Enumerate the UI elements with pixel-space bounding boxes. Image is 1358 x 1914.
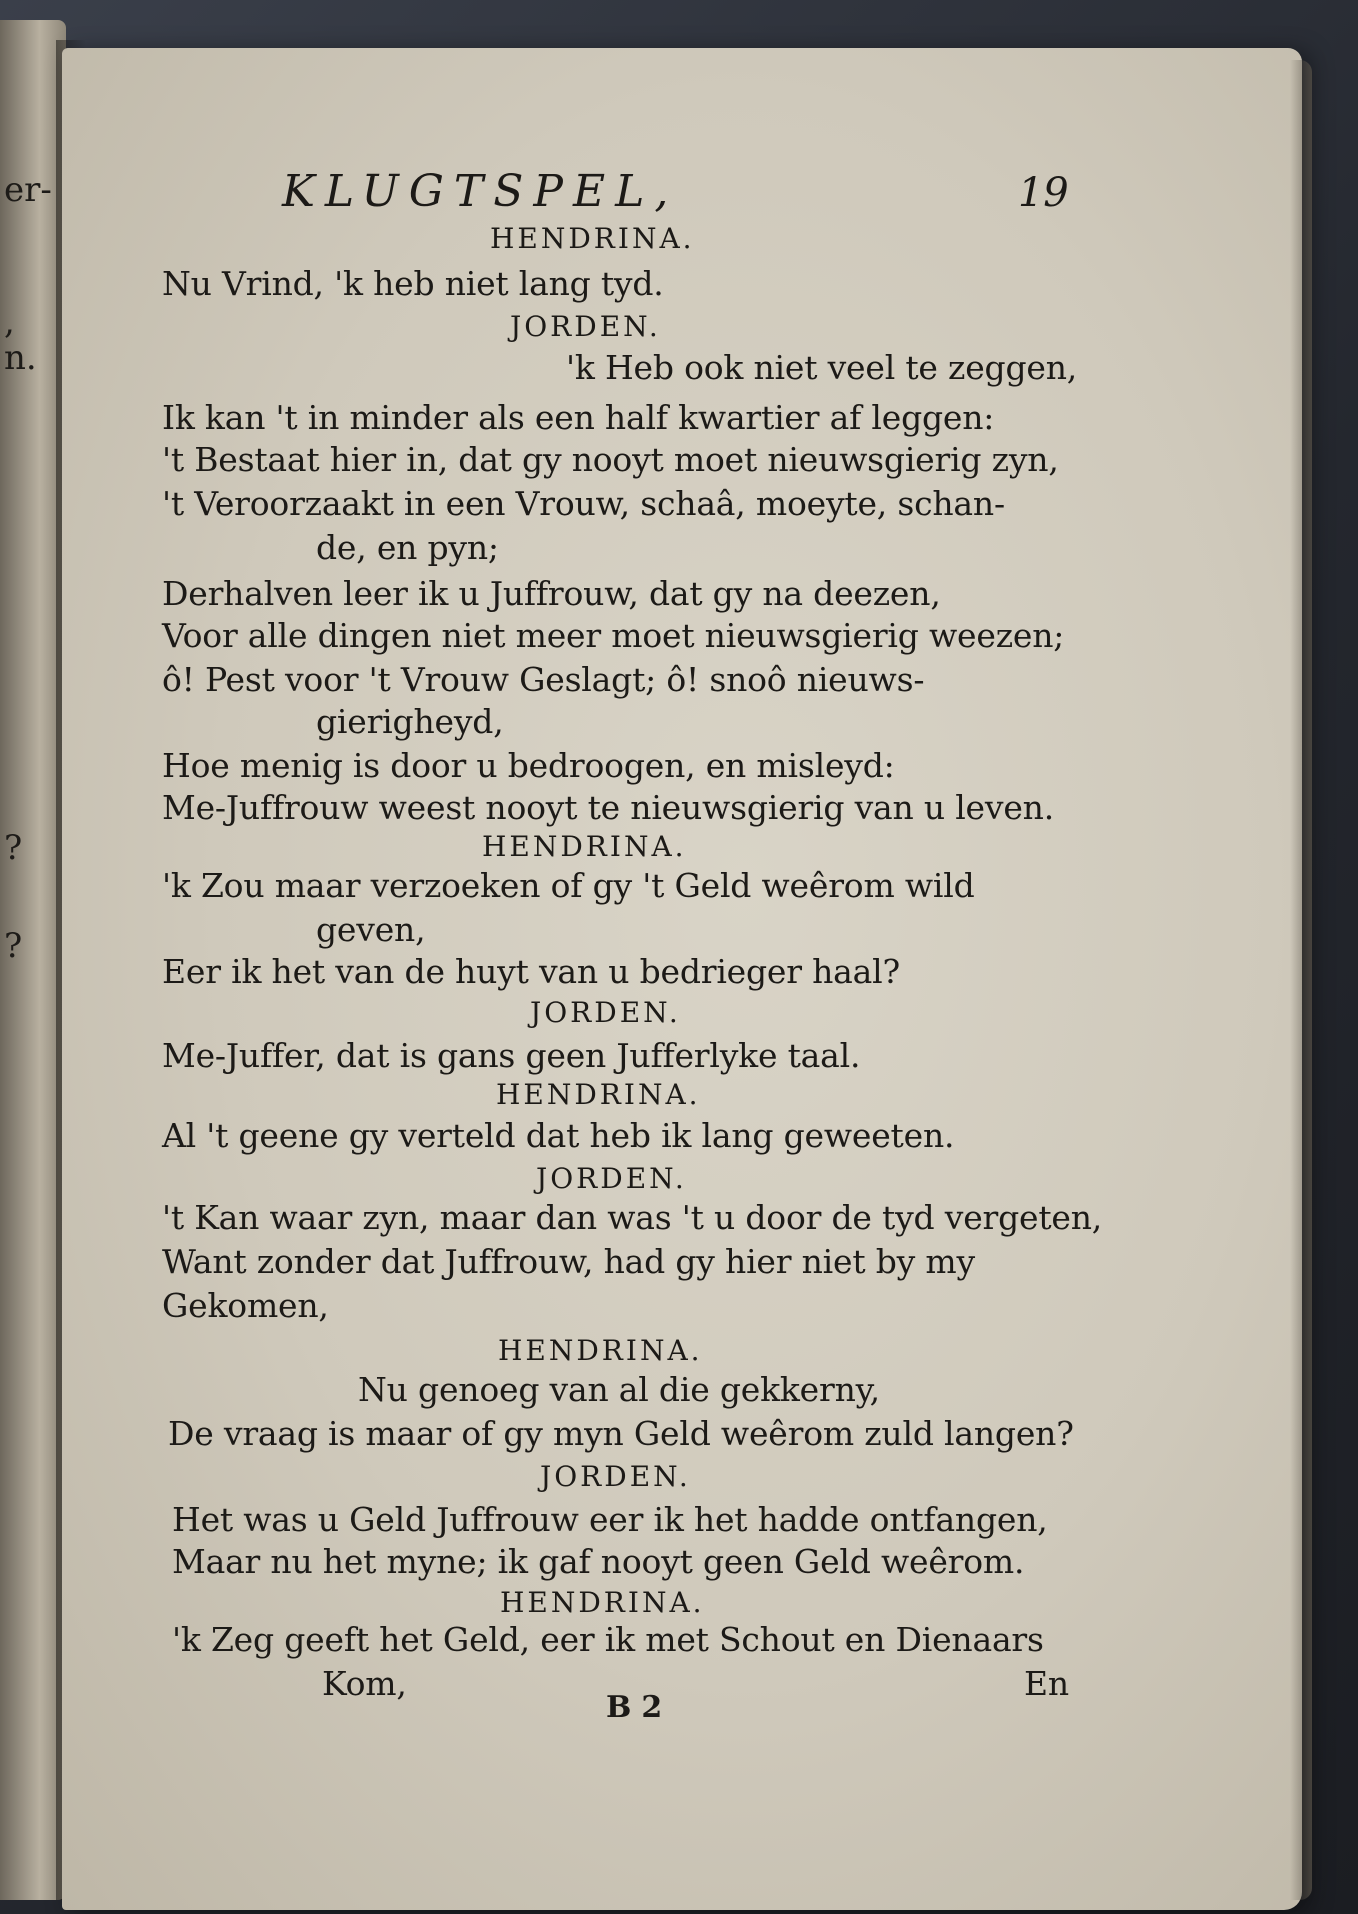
speaker-name: JORDEN.: [510, 310, 661, 343]
verse-line: Gekomen,: [162, 1286, 329, 1325]
verse-line: Kom,: [322, 1664, 407, 1703]
speaker-name: HENDRINA.: [500, 1586, 705, 1619]
page-number: 19: [1018, 170, 1069, 216]
verse-line: Al 't geene gy verteld dat heb ik lang geweeten.: [162, 1116, 955, 1155]
verse-line: geven,: [316, 910, 426, 949]
verse-line: Eer ik het van de huyt van u bedrieger haal?: [162, 952, 900, 991]
speaker-name: JORDEN.: [530, 996, 681, 1029]
catchword: En: [1024, 1664, 1069, 1703]
page-edge-shadow: [1290, 60, 1312, 1900]
verse-line: Me-Juffer, dat is gans geen Jufferlyke taal.: [162, 1036, 861, 1075]
verse-line: Nu genoeg van al die gekkerny,: [358, 1370, 880, 1409]
verse-line: 'k Zeg geeft het Geld, eer ik met Schout en Dienaars: [172, 1620, 1044, 1659]
verse-line: Nu Vrind, 'k heb niet lang tyd.: [162, 264, 664, 303]
speaker-name: JORDEN.: [536, 1162, 687, 1195]
verse-line: Ik kan 't in minder als een half kwartier af leggen:: [162, 398, 995, 437]
verse-line: 'k Heb ook niet veel te zeggen,: [566, 348, 1078, 387]
verse-line: de, en pyn;: [316, 528, 499, 567]
speaker-name: HENDRINA.: [498, 1334, 703, 1367]
verse-line: 't Bestaat hier in, dat gy nooyt moet nieuwsgierig zyn,: [162, 440, 1059, 479]
left-page-fragment: ,: [4, 302, 15, 342]
verse-line: Me-Juffrouw weest nooyt te nieuwsgierig van u leven.: [162, 788, 1054, 827]
speaker-name: HENDRINA.: [496, 1078, 701, 1111]
verse-line: gierigheyd,: [316, 702, 504, 741]
left-page-fragment: er-: [4, 170, 52, 210]
verse-line: Maar nu het myne; ik gaf nooyt geen Geld weêrom.: [172, 1542, 1025, 1581]
verse-line: Derhalven leer ik u Juffrouw, dat gy na deezen,: [162, 574, 941, 613]
left-page-fragment: ?: [4, 926, 23, 966]
speaker-name: HENDRINA.: [490, 222, 695, 255]
verse-line: ô! Pest voor 't Vrouw Geslagt; ô! snoô nieuws-: [162, 660, 925, 699]
signature-mark: B 2: [606, 1690, 663, 1725]
left-page-fragment: ?: [4, 828, 23, 868]
speaker-name: HENDRINA.: [482, 830, 687, 863]
verse-line: Voor alle dingen niet meer moet nieuwsgierig weezen;: [162, 616, 1065, 655]
running-header: KLUGTSPEL,: [282, 166, 679, 217]
verse-line: Want zonder dat Juffrouw, had gy hier niet by my: [162, 1242, 975, 1281]
speaker-name: JORDEN.: [540, 1460, 691, 1493]
verse-line: 'k Zou maar verzoeken of gy 't Geld weêrom wild: [162, 866, 975, 905]
verse-line: Hoe menig is door u bedroogen, en misleyd:: [162, 746, 895, 785]
verse-line: 't Veroorzaakt in een Vrouw, schaâ, moeyte, schan-: [162, 484, 1005, 523]
verse-line: De vraag is maar of gy myn Geld weêrom zuld langen?: [168, 1414, 1074, 1453]
verse-line: 't Kan waar zyn, maar dan was 't u door de tyd vergeten,: [162, 1198, 1103, 1237]
left-page-fragment: n.: [4, 338, 37, 378]
verse-line: Het was u Geld Juffrouw eer ik het hadde ontfangen,: [172, 1500, 1048, 1539]
